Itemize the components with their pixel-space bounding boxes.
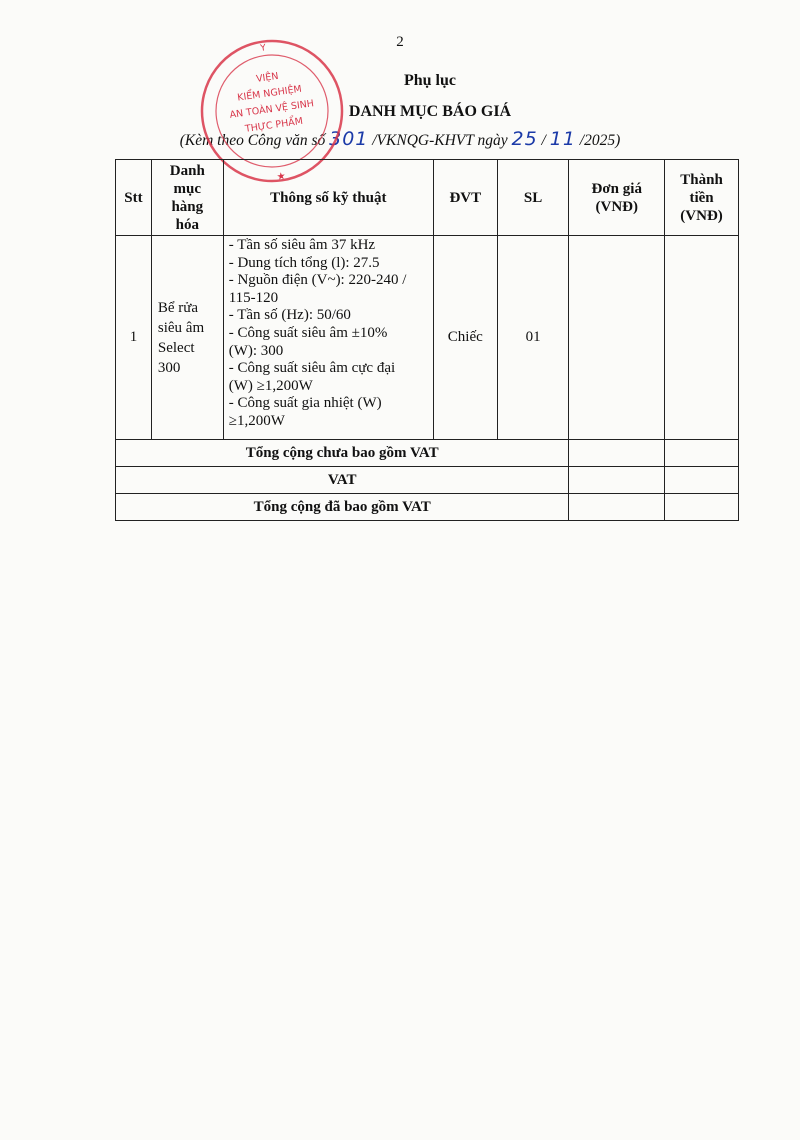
page-number: 2 bbox=[396, 34, 404, 50]
item-name-line: Select bbox=[157, 339, 195, 356]
table-row bbox=[116, 236, 739, 440]
spec-line: (W) ≥1,200W bbox=[228, 377, 313, 394]
stamp-line: AN TOÀN VỆ SINH bbox=[228, 98, 315, 121]
subtitle-suffix: /2025) bbox=[575, 132, 621, 149]
summary-row-vat bbox=[116, 467, 739, 494]
spec-line: - Nguồn điện (V~): 220-240 / bbox=[228, 272, 407, 289]
summary-total-cell bbox=[665, 494, 739, 521]
handwritten-doc-number: 301 bbox=[329, 128, 369, 150]
spec-line: ≥1,200W bbox=[228, 412, 285, 429]
item-name-line: Bể rửa bbox=[157, 299, 199, 316]
document-subtitle bbox=[0, 128, 800, 150]
header-line: tiền bbox=[689, 189, 714, 206]
spec-line: - Tần số (Hz): 50/60 bbox=[228, 307, 351, 324]
spec-line: - Dung tích tổng (l): 27.5 bbox=[228, 254, 380, 271]
row-specifications bbox=[223, 236, 433, 440]
header-line: (VNĐ) bbox=[595, 198, 638, 215]
header-total bbox=[665, 160, 739, 236]
subtitle-middle: /VKNQG-KHVT ngày bbox=[368, 132, 512, 149]
header-quantity: SL bbox=[497, 160, 569, 236]
stamp-line: KIỂM NGHIỆM bbox=[236, 83, 303, 104]
summary-price-cell bbox=[569, 494, 665, 521]
row-stt: 1 bbox=[116, 236, 152, 440]
spec-line: (W): 300 bbox=[228, 342, 284, 359]
row-unit-price bbox=[569, 236, 665, 440]
stamp-line: THỰC PHẨM bbox=[244, 115, 304, 135]
summary-total-cell bbox=[665, 440, 739, 467]
svg-text:★: ★ bbox=[276, 170, 287, 183]
row-quantity: 01 bbox=[497, 236, 569, 440]
spec-line: - Công suất siêu âm ±10% bbox=[228, 324, 388, 341]
header-line: Đơn giá bbox=[591, 180, 642, 197]
stamp-line: VIỆN bbox=[255, 70, 280, 85]
summary-label: VAT bbox=[116, 467, 569, 494]
summary-price-cell bbox=[569, 467, 665, 494]
summary-total-cell bbox=[665, 467, 739, 494]
spec-line: - Công suất gia nhiệt (W) bbox=[228, 395, 382, 412]
spec-line: - Công suất siêu âm cực đại bbox=[228, 360, 396, 377]
header-unit: ĐVT bbox=[433, 160, 497, 236]
header-line: (VNĐ) bbox=[680, 207, 723, 224]
appendix-title: Phụ lục bbox=[403, 72, 456, 89]
document-title: DANH MỤC BÁO GIÁ bbox=[348, 103, 512, 120]
header-item-name bbox=[151, 160, 223, 236]
handwritten-day: 25 bbox=[511, 128, 538, 150]
header-line: hàng bbox=[171, 198, 204, 215]
handwritten-month: 11 bbox=[549, 128, 576, 150]
spec-line: 115-120 bbox=[228, 289, 279, 306]
spec-line: - Tần số siêu âm 37 kHz bbox=[228, 237, 376, 253]
row-total bbox=[665, 236, 739, 440]
header-stt: Stt bbox=[116, 160, 152, 236]
summary-row-grand-total bbox=[116, 494, 739, 521]
summary-label: Tổng cộng chưa bao gồm VAT bbox=[116, 440, 569, 467]
table-header-row bbox=[116, 160, 739, 236]
subtitle-separator: / bbox=[537, 132, 550, 149]
subtitle-prefix: (Kèm theo Công văn số bbox=[179, 132, 330, 149]
header-line: Danh bbox=[169, 162, 205, 179]
header-specifications: Thông số kỹ thuật bbox=[223, 160, 433, 236]
summary-label: Tổng cộng đã bao gồm VAT bbox=[116, 494, 569, 521]
header-line: mục bbox=[173, 180, 202, 197]
item-name-line: siêu âm bbox=[157, 319, 205, 336]
row-item-name bbox=[151, 236, 223, 440]
header-line: Thành bbox=[680, 171, 723, 188]
header-unit-price bbox=[569, 160, 665, 236]
summary-row-subtotal bbox=[116, 440, 739, 467]
quotation-table bbox=[115, 159, 739, 521]
svg-text:Y: Y bbox=[259, 43, 267, 54]
row-unit: Chiếc bbox=[433, 236, 497, 440]
header-line: hóa bbox=[175, 216, 199, 233]
summary-price-cell bbox=[569, 440, 665, 467]
item-name-line: 300 bbox=[157, 359, 181, 376]
